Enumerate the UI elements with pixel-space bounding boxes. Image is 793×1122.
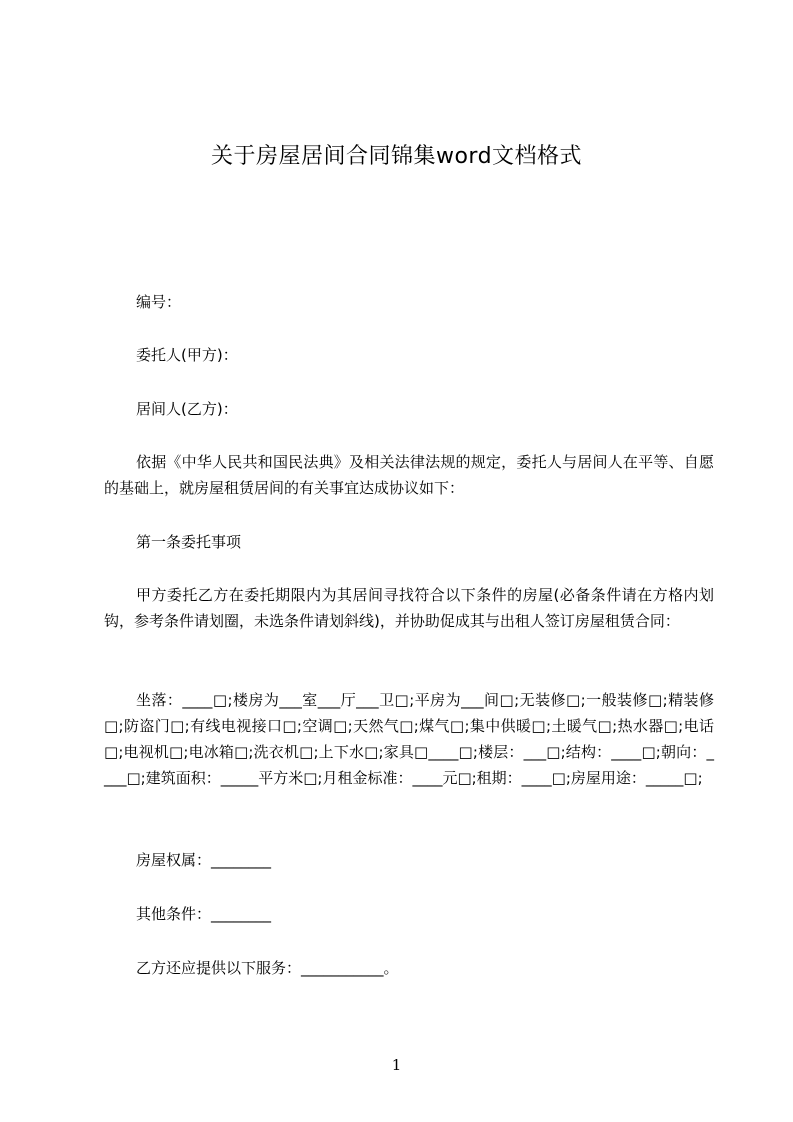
document-title: 关于房屋居间合同锦集word文档格式 [210,144,583,169]
services-field: 乙方还应提供以下服务：___________。 [136,959,399,977]
article1-heading: 第一条委托事项 [136,533,242,551]
intro-paragraph: 依据《中华人民共和国民法典》及相关法律法规的规定，委托人与居间人在平等、自愿的基础上，就房屋租赁居间的有关事宜达成协议如下： [104,453,714,497]
other-conditions-field: 其他条件：________ [136,905,272,923]
field-client: 委托人(甲方)： [136,346,238,364]
field-number: 编号： [136,293,182,311]
field-broker: 居间人(乙方)： [136,400,238,418]
conditions-paragraph: 坐落：____□;楼房为___室___厅___卫□;平房为___间□;无装修□;一般装修□;精装修□;防盗门□;有线电视接口□;空调□;天然气□;煤气□;集中供暖□;土暖气□;热水器□;电话□;电视机□;电冰箱□;洗衣机□;上下水□;家具□____□;楼层：___□;结构：____□;朝向：____□;建筑面积：_____平方米□;月租金标准：____元□;租期：____□;房屋用途：_____□; [104,691,714,787]
article1-body: 甲方委托乙方在委托期限内为其居间寻找符合以下条件的房屋(必备条件请在方格内划钩，参考条件请划圈，未选条件请划斜线)，并协助促成其与出租人签订房屋租赁合同： [104,586,714,630]
page-number: 1 [391,1056,402,1074]
ownership-field: 房屋权属：________ [136,851,272,869]
